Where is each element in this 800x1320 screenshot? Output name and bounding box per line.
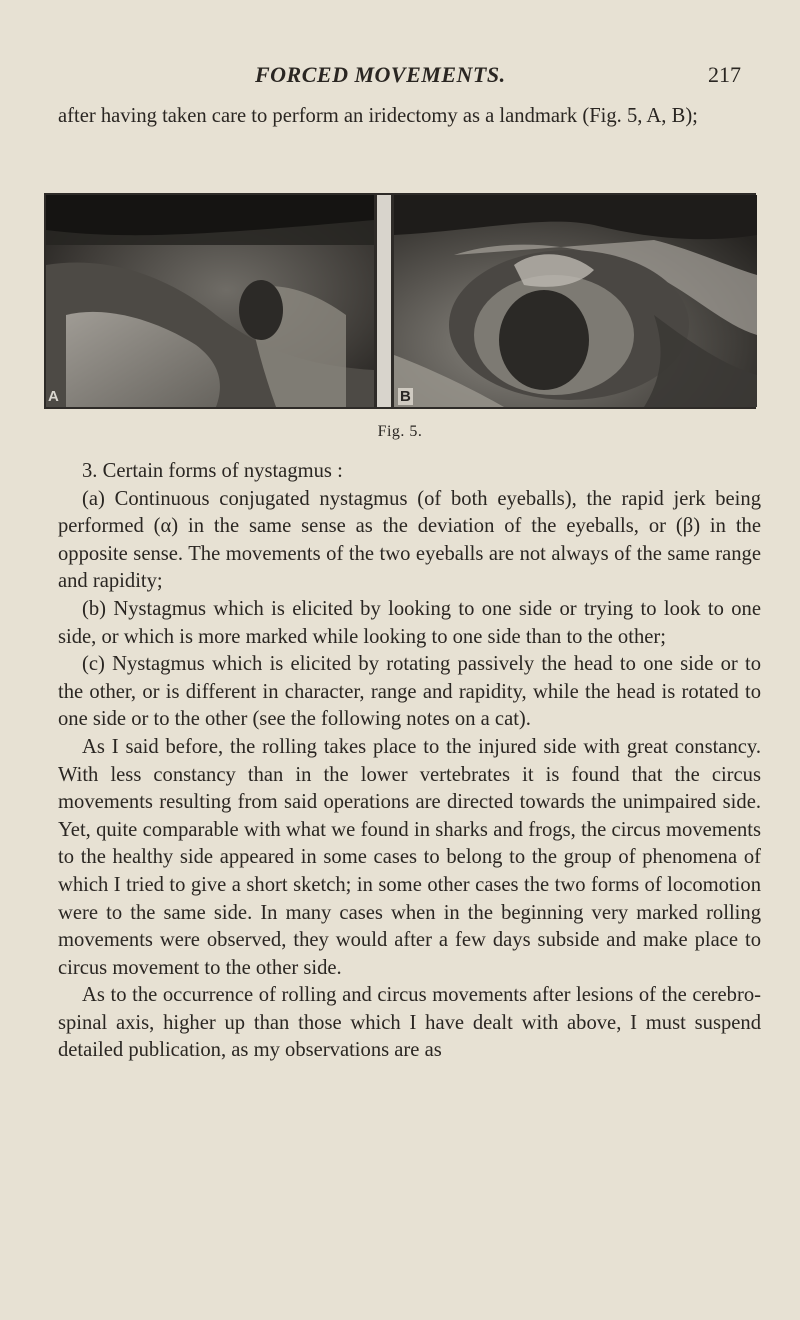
list-item-c: (c) Nystagmus which is elicited by rotating passively the head to one side or to the other, or is different in character, range and rapidity, while the head is rotated to one side or to the other (see the following notes on a cat). [58, 653, 761, 731]
page-number: 217 [708, 62, 741, 87]
running-head [0, 62, 800, 92]
list-item-b: (b) Nystagmus which is elicited by looking to one side or trying to look to one side, or which is more marked while looking to one side than to the other; [58, 597, 761, 648]
eye-photograph-a [46, 195, 374, 407]
figure-panel-a [46, 195, 377, 407]
panel-b-label: B [400, 388, 411, 405]
top-text-block [58, 103, 761, 131]
paragraph-rolling: As I said before, the rolling takes place to the injured side with great constancy. With less constancy than in the lower vertebrates it is found that the circus movements resulting from said operations are directed towards the unimpaired side. Yet, quite comparable with what we found in sharks and frogs, the circus movements to the healthy side appeared in some cases to belong to the group of phenomena of which I tried to give a short sketch; in some other cases the two forms of locomotion were to the same side. In many cases when in the beginning very marked rolling movements were observed, they would after a few days subside and make place to circus movement to the other side. [58, 735, 761, 979]
list-item-a: (a) Continuous conjugated nystagmus (of both eyeballs), the rapid jerk being performed (α) in the same sense as the deviation of the eyeballs, or (β) in the opposite sense. The movements of the two eyeballs are not always of the same range and rapidity; [58, 487, 761, 593]
top-paragraph: after having taken care to perform an iridectomy as a landmark (Fig. 5, A, B); [58, 105, 698, 127]
figure-panel-b [391, 195, 757, 407]
paragraph-lesions: As to the occurrence of rolling and circus movements after lesions of the cerebro-spinal axis, higher up than those which I have dealt with above, I must suspend detailed publication, as my observations are as [58, 984, 761, 1062]
eye-photograph-b [394, 195, 757, 407]
body-text [58, 458, 761, 1065]
list-heading: 3. Certain forms of nystagmus : [82, 460, 343, 482]
panel-a-label: A [48, 388, 59, 405]
figure-caption: Fig. 5. [377, 423, 423, 440]
running-title: FORCED MOVEMENTS. [255, 62, 506, 87]
figure-5 [44, 193, 756, 409]
